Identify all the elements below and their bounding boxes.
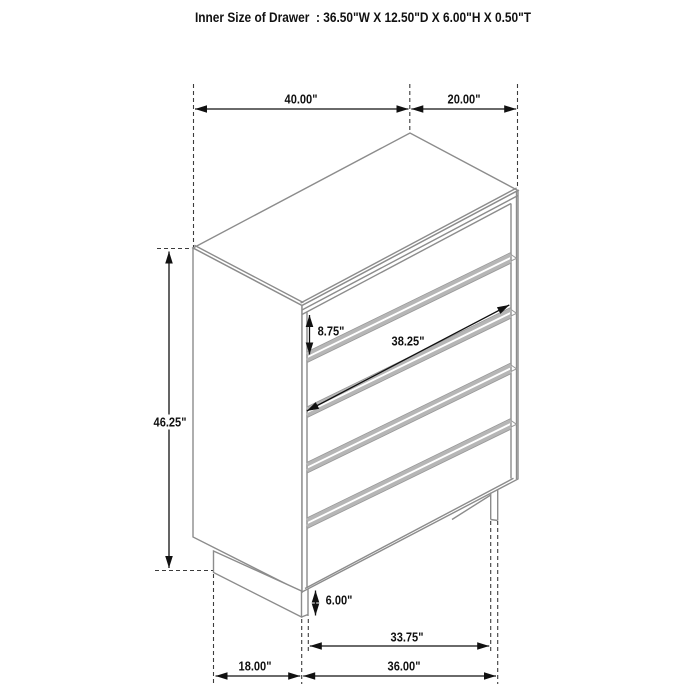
dim-label-drawer-diagonal: 38.25" <box>391 333 425 349</box>
left-side-face <box>193 248 302 592</box>
dim-label-drawer-height: 8.75" <box>317 323 345 339</box>
diagram-title: Inner Size of Drawer : 36.50"W X 12.50"D X 6.00"H X 0.50"T <box>194 9 532 25</box>
cabinet-body <box>193 133 518 592</box>
dim-label-base-depth: 18.00" <box>238 658 272 674</box>
dim-label-base-width: 36.00" <box>387 658 421 674</box>
dim-label-top-depth: 20.00" <box>447 91 481 107</box>
dim-label-top-width: 40.00" <box>284 91 318 107</box>
front-left-leg <box>302 589 309 617</box>
dim-label-base-inner: 33.75" <box>390 629 424 645</box>
dim-label-overall-height: 46.25" <box>151 415 189 430</box>
dim-label-leg-height: 6.00" <box>325 592 353 608</box>
